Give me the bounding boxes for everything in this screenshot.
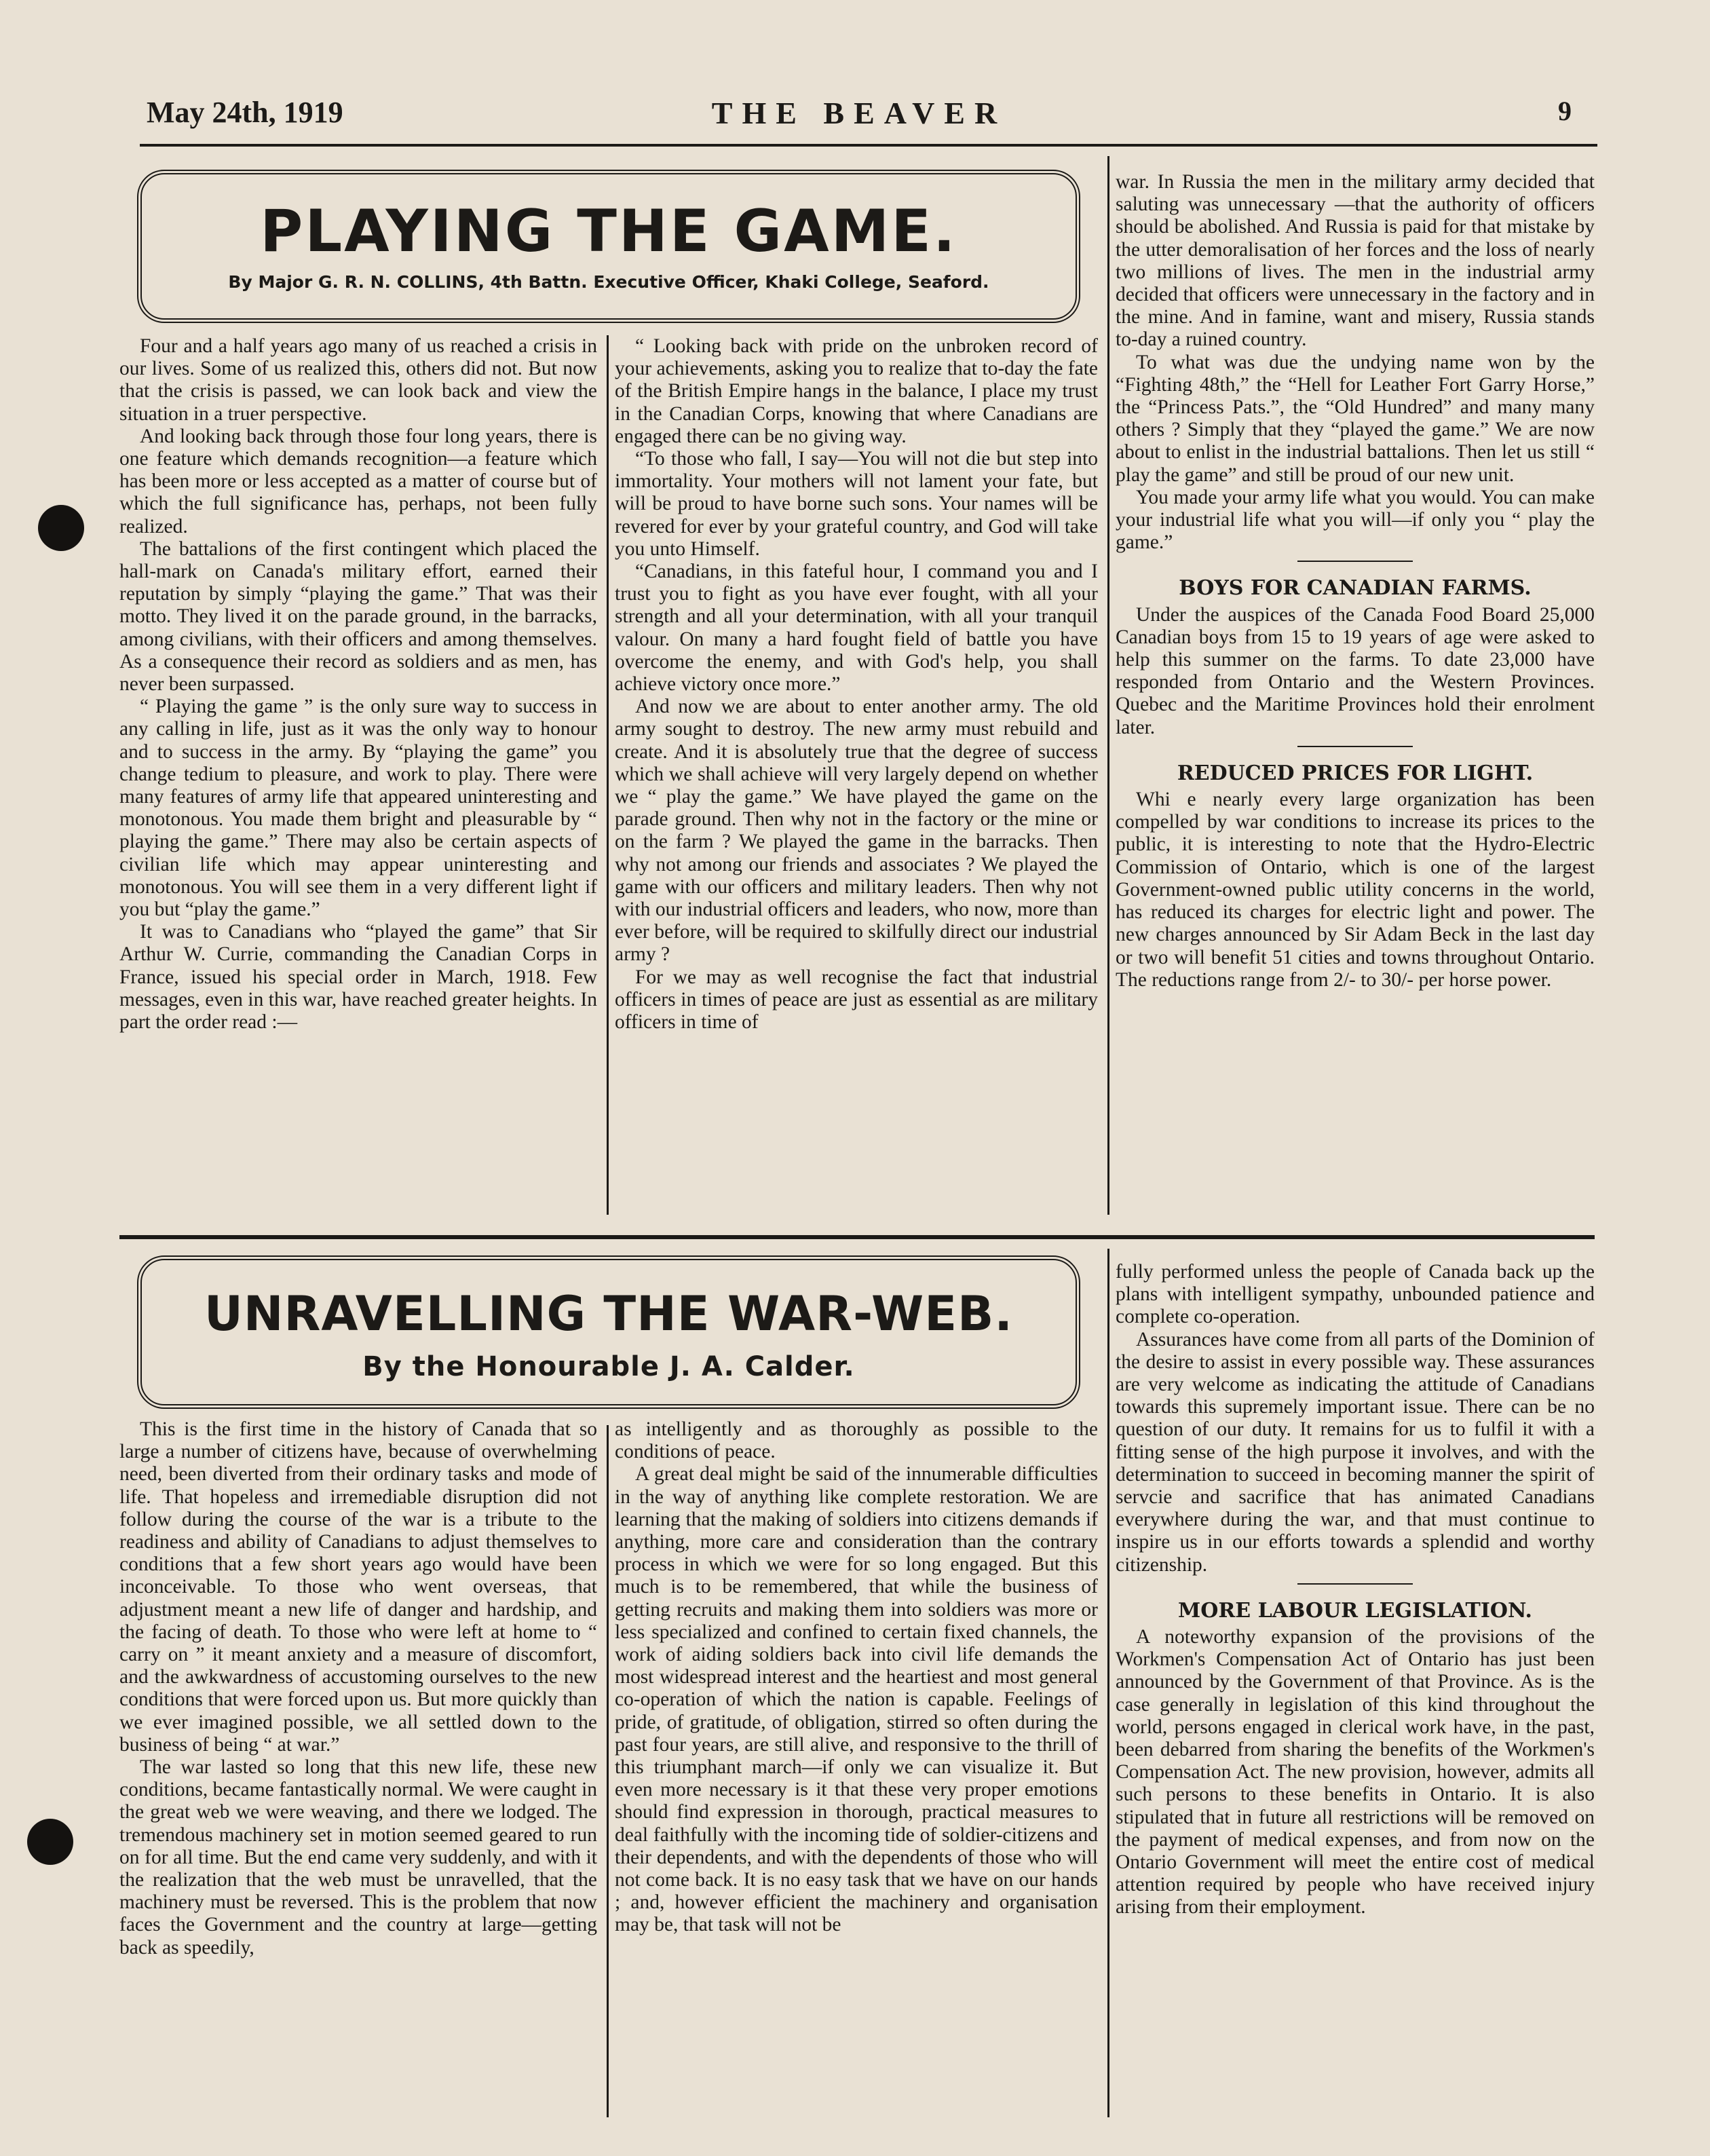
issue-date: May 24th, 1919 — [147, 96, 343, 129]
labour-legislation-heading: MORE LABOUR LEGISLATION. — [1178, 1598, 1532, 1623]
punch-hole-top — [38, 505, 84, 551]
paragraph: as intelligently and as thoroughly as possible to the conditions of peace. — [615, 1418, 1098, 1463]
paragraph: “ Playing the game ” is the only sure way to success in any calling in life, just as it was the only way to honour and to success in the army. By “playing the game” you change tedium to pleasure, and work to play. There were many features of army life that appeared uninteresting and monotonous. You made them bright and pleasurable by “ playing the game.” There may also be certain aspects of civilian life which may appear uninteresting and monotonous. You will see them in a very different light if you but “play the game.” — [119, 696, 597, 921]
article2-column-1 — [119, 1418, 597, 2124]
paragraph: A noteworthy expansion of the provisions of the Workmen's Compensation Act of Ontario has just been announced by the Government of that Province. As is the case generally in legislation of this kind throughout the world, persons engaged in clerical work have, in the past, been debarred from sharing the benefits of the Workmen's Compensation Act. The new provision, however, admits all such persons to these benefits in Ontario. It is also stipulated that in future all restrictions will be removed on the payment of medical expenses, and from now on the Ontario Government will meet the entire cost of medical attention required by people who have received injury arising from their employment. — [1116, 1626, 1595, 1918]
section-divider — [1297, 561, 1413, 562]
reduced-prices-heading: REDUCED PRICES FOR LIGHT. — [1177, 761, 1534, 785]
paragraph: Whi e nearly every large organization has been compelled by war conditions to increase its prices to the public, it is interesting to note that the Hydro-Electric Commission of Ontario, which is one of the largest Government-owned public utility concerns in the world, has reduced its charges for electric light and power. The new charges announced by Sir Adam Beck in the last day or two will benefit 51 cities and towns throughout Ontario. The reductions range from 2/- to 30/- per horse power. — [1116, 789, 1595, 991]
column-rule — [1107, 1249, 1109, 2117]
paragraph: For we may as well recognise the fact that industrial officers in times of peace are just as essential as are military officers in time of — [615, 966, 1098, 1034]
paragraph: A great deal might be said of the innumerable difficulties in the way of anything like complete restoration. We are learning that the making of soldiers into citizens demands if anything, more care and consideration than the contrary process in which we were for so long engaged. But this much is to be remembered, that while the business of getting recruits and making them into soldiers was more or less specialized and confined to certain fixed channels, the work of aiding soldiers back into civil life demands the most widespread interest and the heartiest and most general co-operation of which the nation is capable. Feelings of pride, of gratitude, of obligation, stirred so often during the past four years, are still alive, and responsive to the thrill of this triumphant march—if only we can visualize it. But even more necessary is it that these very proper emotions should find expression in thorough, practical measures to deal faithfully with the incoming tide of soldier-citizens and their dependents, and with the dependents of those who will not come back. It is no easy task that we have on our hands ; and, however efficient the machinery and organisation may be, that task will not be — [615, 1463, 1098, 1936]
page-number: 9 — [1558, 96, 1572, 126]
section-divider — [1297, 746, 1413, 747]
paragraph: Under the auspices of the Canada Food Board 25,000 Canadian boys from 15 to 19 years of age were asked to help this summer on the farms. To date 23,000 have responded from Ontario and the Western Provinces. Quebec and the Maritime Provinces hold their enrolment later. — [1116, 603, 1595, 738]
paragraph: This is the first time in the history of Canada that so large a number of citizens have, because of overwhelming need, been diverted from their ordinary tasks and mode of life. That hopeless and irremediable disruption did not follow during the course of the war is a tribute to the readiness and ability of Canadians to adjust themselves to conditions that a few short years ago would have been inconceivable. To those who went overseas, that adjustment meant a new life of danger and hardship, and the facing of death. To those who were left at home to “ carry on ” it meant anxiety and a measure of discomfort, and the awkwardness of accustoming ourselves to the new conditions that were forced upon us. But more quickly than we ever imagined possible, we all settled down to the business of being “ at war.” — [119, 1418, 597, 1756]
paragraph: “To those who fall, I say—You will not die but step into immortality. Your mothers will not lament your fate, but will be proud to have borne such sons. Your names will be revered for ever by your grateful country, and God will take you unto Himself. — [615, 448, 1098, 560]
paragraph: You made your army life what you would. You can make your industrial life what you will—if only you “ play the game.” — [1116, 486, 1595, 554]
article1-column-2 — [615, 335, 1098, 1224]
publication-title: THE BEAVER — [711, 96, 1007, 130]
right-column-bottom — [1116, 1261, 1595, 2123]
paragraph: Assurances have come from all parts of the Dominion of the desire to assist in every possible way. These assurances are very welcome as indicating the attitude of Canadians towards this supremely important issue. There can be no question of our duty. It remains for us to fulfil it with a fitting sense of the high purpose it involves, and with the determination to succeed in becoming manner the spirit of servcie and sacrifice that has animated Canadians everywhere during the war, and that must continue to inspire us in our efforts towards a splendid and worthy citizenship. — [1116, 1328, 1595, 1576]
paragraph: “Canadians, in this fateful hour, I command you and I trust you to fight as you have ever fought, with all your strength and all your determination, with all your tranquil valour. On many a hard fought field of battle you have overcome the enemy, and with God's help, you shall achieve victory once more.” — [615, 561, 1098, 696]
article2-byline: By the Honourable J. A. Calder. — [362, 1351, 855, 1382]
column-rule — [607, 335, 609, 1215]
article1-column-1 — [119, 335, 597, 1224]
boys-for-farms-heading: BOYS FOR CANADIAN FARMS. — [1179, 576, 1532, 601]
paragraph: war. In Russia the men in the military army decided that saluting was unnecessary —that the authority of officers should be abolished. And Russia is paid for that mistake by the utter demoralisation of her forces and the loss of nearly two millions of lives. The men in the industrial army decided that officers were unnecessary in the factory and in the mine. And in famine, want and misery, Russia stands to-day a ruined country. — [1116, 171, 1595, 351]
paragraph: And looking back through those four long years, there is one feature which demands recognition—a feature which has been more or less accepted as a matter of course but of which the full significance has, perhaps, not been fully realized. — [119, 425, 597, 537]
paragraph: Four and a half years ago many of us reached a crisis in our lives. Some of us realized this, others did not. But now that the crisis is passed, we can look back and view the situation in a truer perspective. — [119, 335, 597, 425]
column-rule — [1107, 156, 1109, 1215]
paragraph: To what was due the undying name won by the “Fighting 48th,” the “Hell for Leather Fort Garry Horse,” the “Princess Pats.”, the “Old Hundred” and many many others ? Simply that they “played the game.” We are now about to enlist in the industrial battalions. Then let us still “ play the game” and still be proud of our new unit. — [1116, 351, 1595, 486]
page-header — [147, 95, 1572, 143]
paragraph: And now we are about to enter another army. The old army sought to destroy. The new army must rebuild and create. And it is absolutely true that the degree of success which we shall achieve will very largely depend on whether we “ play the game.” We have played the game on the parade ground. Then why not in the factory or the mine or on the farm ? We played the game in the barracks. Then why not among our friends and associates ? We played the game with our officers and military leaders. Then why not with our industrial officers and leaders, who now, more than ever before, will be required to skilfully direct our industrial army ? — [615, 696, 1098, 966]
column-rule — [607, 1425, 609, 2117]
paragraph: The war lasted so long that this new life, these new conditions, became fantastically normal. We were caught in the great web we were weaving, and there we lodged. The tremendous machinery set in motion seemed geared to run on for all time. But the end came very suddenly, and with it the realization that the web must be unravelled, that the machinery must be reversed. This is the problem that now faces the Government and the country at large—getting back as speedily, — [119, 1756, 597, 1959]
article1-title: PLAYING THE GAME. — [260, 197, 957, 265]
paragraph: It was to Canadians who “played the game” that Sir Arthur W. Currie, commanding the Canadian Corps in France, issued his special order in March, 1918. Few messages, even in this war, have reached greater heights. In part the order read :— — [119, 921, 597, 1034]
right-column-top — [1116, 171, 1595, 1227]
article2-column-2 — [615, 1418, 1098, 2124]
article2-title-box — [137, 1255, 1080, 1409]
punch-hole-bottom — [27, 1819, 73, 1865]
section-divider — [1297, 1583, 1413, 1585]
article1-title-box — [137, 170, 1080, 323]
article1-byline: By Major G. R. N. COLLINS, 4th Battn. Executive Officer, Khaki College, Seaford. — [228, 272, 989, 292]
article-divider — [119, 1235, 1595, 1239]
paragraph: fully performed unless the people of Canada back up the plans with intelligent sympathy, unbounded patience and complete co-operation. — [1116, 1261, 1595, 1328]
paragraph: “ Looking back with pride on the unbroken record of your achievements, asking you to realize that to-day the fate of the British Empire hangs in the balance, I place my trust in the Canadian Corps, knowing that where Canadians are engaged there can be no giving way. — [615, 335, 1098, 447]
header-rule — [140, 144, 1597, 147]
paragraph: The battalions of the first contingent which placed the hall-mark on Canada's military effort, earned their reputation by simply “playing the game.” That was their motto. They lived it on the parade ground, in the barracks, among civilians, with their officers and among themselves. As a consequence their record as soldiers and as men, has never been surpassed. — [119, 537, 597, 696]
article2-title: UNRAVELLING THE WAR-WEB. — [204, 1286, 1013, 1342]
